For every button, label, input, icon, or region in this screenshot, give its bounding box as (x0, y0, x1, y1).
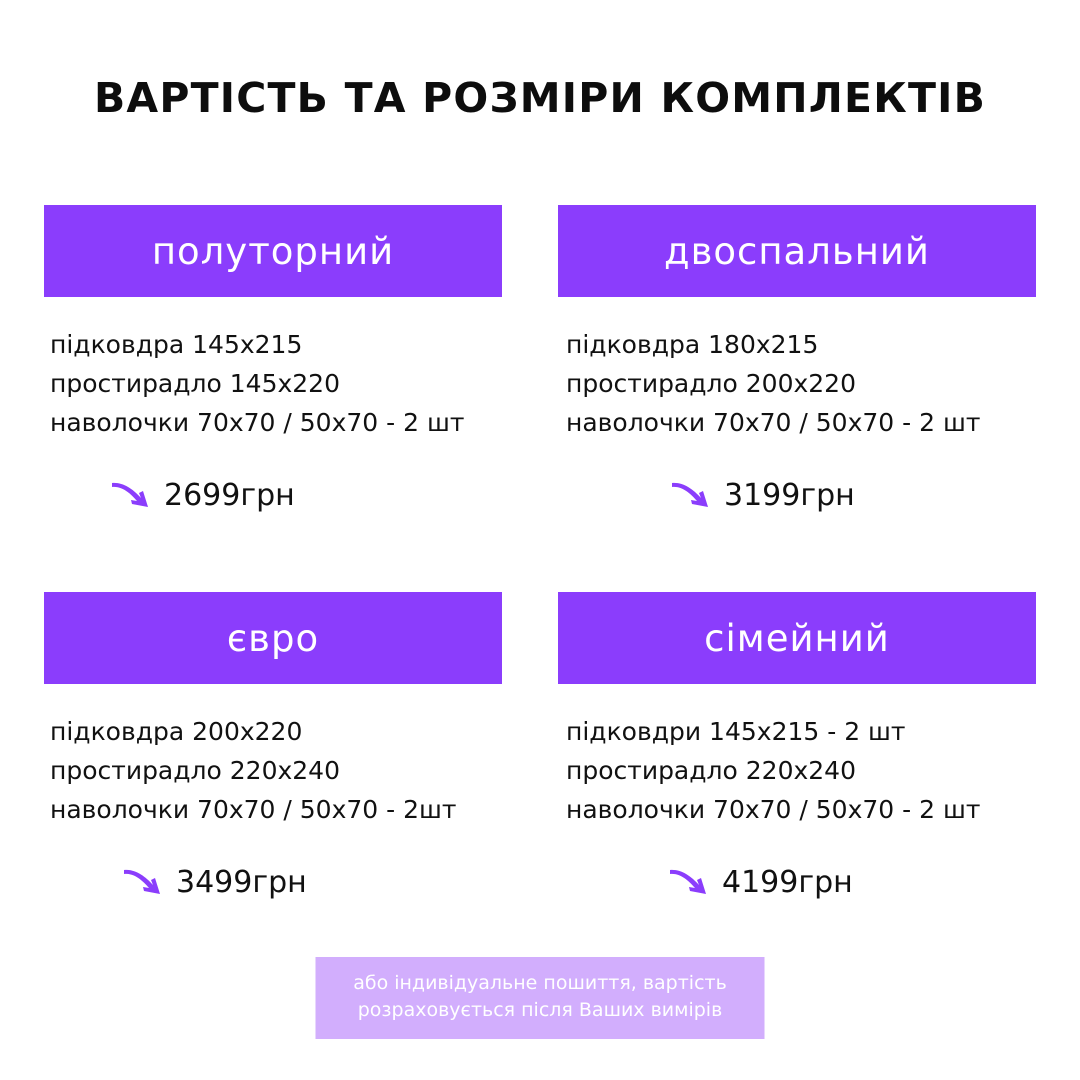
spec-line: простирадло 220х240 (50, 756, 340, 785)
spec-line: наволочки 70х70 / 50х70 - 2 шт (566, 795, 981, 824)
price-row (44, 478, 502, 513)
spec-line: простирадло 145х220 (50, 369, 340, 398)
set-card-poluturnyi (44, 205, 502, 513)
price-value: 3199грн (724, 478, 855, 513)
spec-line: простирадло 220х240 (566, 756, 856, 785)
set-card-header (44, 205, 502, 297)
price-value: 2699грн (164, 478, 295, 513)
set-specs-list (44, 712, 502, 829)
spec-line: підковдри 145х215 - 2 шт (566, 717, 906, 746)
curved-arrow-icon (122, 868, 164, 898)
spec-line: підковдра 180х215 (566, 330, 819, 359)
curved-arrow-icon (670, 481, 712, 511)
set-specs-list (44, 325, 502, 442)
set-card-title: двоспальний (664, 229, 930, 273)
set-card-simeinyi (558, 592, 1036, 900)
price-row (44, 865, 502, 900)
set-specs-list (558, 325, 1036, 442)
custom-order-note-line1: або індивідуальне пошиття, вартість (353, 972, 727, 994)
spec-line: наволочки 70х70 / 50х70 - 2 шт (50, 408, 465, 437)
spec-line: простирадло 200х220 (566, 369, 856, 398)
set-card-title: полуторний (151, 229, 395, 273)
curved-arrow-icon (668, 868, 710, 898)
set-card-dvospalnyi (558, 205, 1036, 513)
curved-arrow-icon (110, 481, 152, 511)
page-title: ВАРТІСТЬ ТА РОЗМІРИ КОМПЛЕКТІВ (93, 74, 987, 122)
spec-line: підковдра 200х220 (50, 717, 303, 746)
bedding-sets-grid (44, 205, 1036, 900)
spec-line: наволочки 70х70 / 50х70 - 2шт (50, 795, 457, 824)
price-row (558, 478, 1036, 513)
spec-line: підковдра 145х215 (50, 330, 303, 359)
spec-line: наволочки 70х70 / 50х70 - 2 шт (566, 408, 981, 437)
set-card-header (558, 592, 1036, 684)
set-card-yevro (44, 592, 502, 900)
price-row (558, 865, 1036, 900)
set-card-title: євро (226, 616, 320, 660)
custom-order-note (316, 957, 765, 1039)
price-value: 3499грн (176, 865, 307, 900)
price-value: 4199грн (722, 865, 853, 900)
set-card-header (44, 592, 502, 684)
custom-order-note-line2: розраховується після Ваших вимірів (357, 999, 723, 1021)
set-card-title: сімейний (704, 616, 890, 660)
set-specs-list (558, 712, 1036, 829)
set-card-header (558, 205, 1036, 297)
